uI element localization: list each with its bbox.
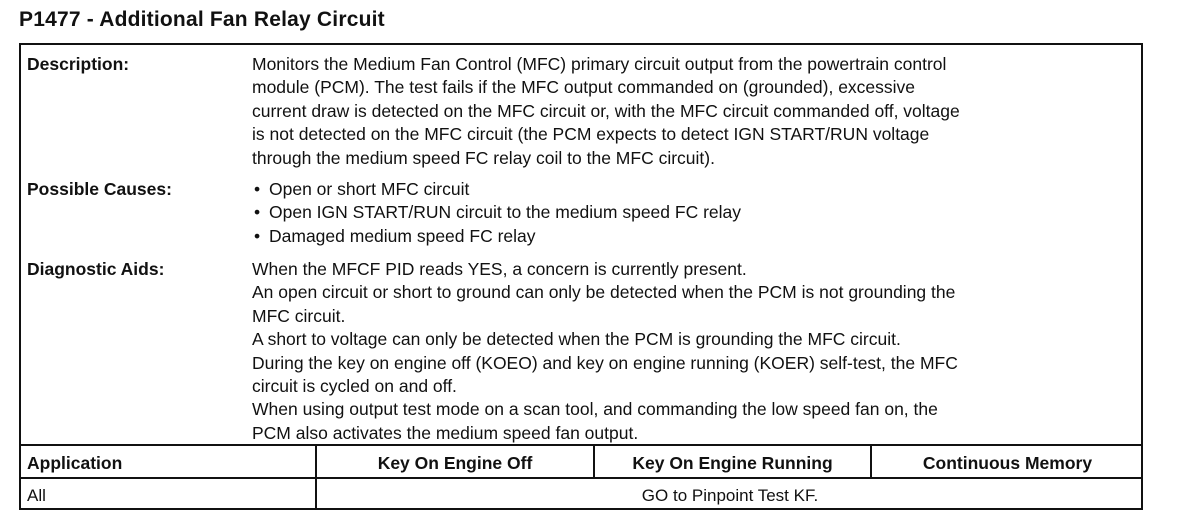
diagnostic-line: MFC circuit.: [252, 305, 346, 326]
header-koeo: Key On Engine Off: [377, 453, 533, 473]
description-line: through the medium speed FC relay coil to the MFC circuit).: [252, 147, 715, 168]
diagnostic-line: When the MFCF PID reads YES, a concern is currently present.: [252, 259, 747, 279]
diagnostic-line: circuit is cycled on and off.: [252, 376, 457, 397]
cause-item: • Open IGN START/RUN circuit to the medium speed FC relay: [252, 201, 1132, 224]
application-table: [21, 444, 1141, 510]
row-action: GO to Pinpoint Test KF.: [641, 486, 819, 505]
description-line: module (PCM). The test fails if the MFC output commanded on (grounded), excessive: [252, 77, 916, 98]
dtc-frame: [19, 43, 1143, 510]
possible-causes-label: Possible Causes:: [27, 179, 172, 199]
diagnostic-line: A short to voltage can only be detected when the PCM is grounding the MFC circuit.: [252, 329, 901, 350]
diagnostic-aids-text: [252, 258, 1132, 445]
cause-item: • Open or short MFC circuit: [252, 178, 1132, 201]
description-line: is not detected on the MFC circuit (the PCM expects to detect IGN START/RUN voltage: [252, 124, 930, 145]
description-label: Description:: [27, 54, 130, 74]
row-application: All: [27, 486, 46, 505]
page-title: P1477 - Additional Fan Relay Circuit: [19, 8, 385, 31]
description-line: Monitors the Medium Fan Control (MFC) primary circuit output from the powertrain control: [252, 54, 947, 74]
description-text: [252, 53, 1132, 170]
diagnostic-line: When using output test mode on a scan tool, and commanding the low speed fan on, the: [252, 399, 938, 420]
diagnostic-aids-label: Diagnostic Aids:: [27, 259, 165, 279]
description-line: current draw is detected on the MFC circuit or, with the MFC circuit commanded off, voltage: [252, 100, 960, 121]
table-mid-rule: [21, 477, 1141, 479]
possible-causes-list: [252, 178, 1132, 248]
diagnostic-line: During the key on engine off (KOEO) and key on engine running (KOER) self-test, the MFC: [252, 352, 958, 373]
diagnostic-line: PCM also activates the medium speed fan output.: [252, 422, 639, 443]
header-continuous-memory: Continuous Memory: [922, 453, 1093, 473]
table-top-rule: [21, 444, 1141, 446]
header-application: Application: [27, 453, 123, 473]
header-koer: Key On Engine Running: [632, 453, 833, 473]
cause-item: • Damaged medium speed FC relay: [252, 225, 1132, 248]
diagnostic-line: An open circuit or short to ground can only be detected when the PCM is not grounding the: [252, 282, 956, 303]
